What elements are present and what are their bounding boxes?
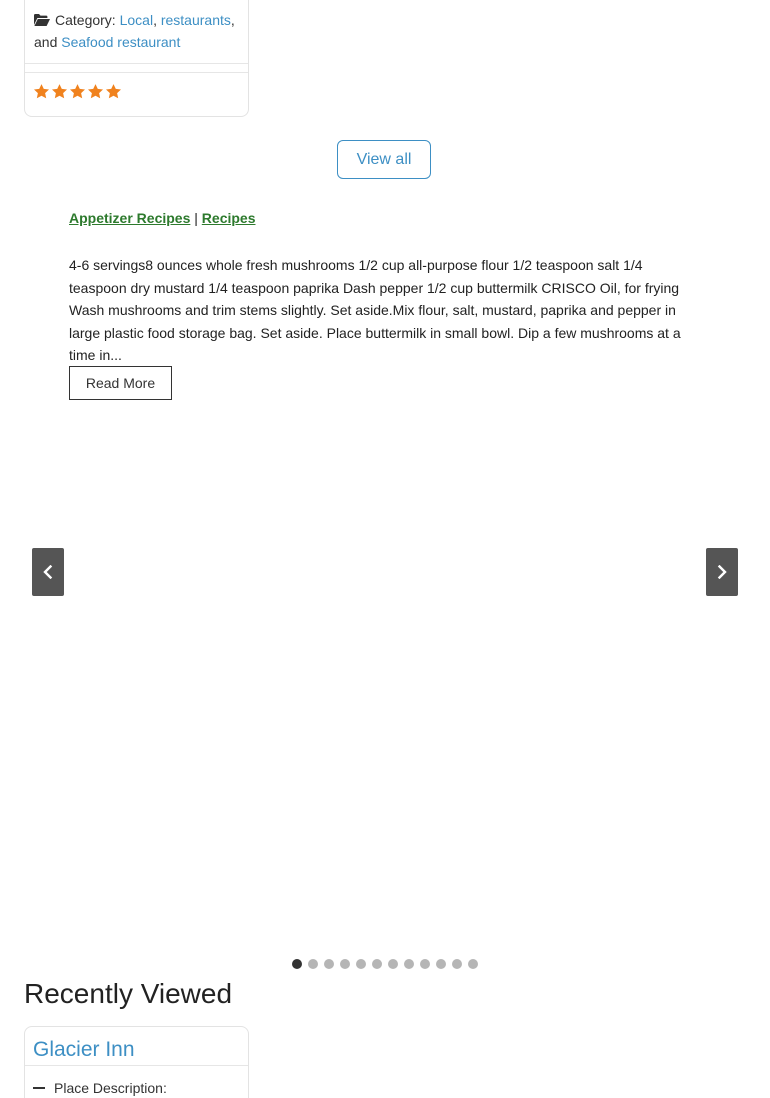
recipe-category-recipes[interactable]: Recipes <box>201 210 256 226</box>
carousel-dot[interactable] <box>436 959 446 969</box>
recipe-categories <box>69 208 256 228</box>
listing-category <box>25 0 248 64</box>
carousel-dot[interactable] <box>388 959 398 969</box>
rating-stars <box>25 73 248 110</box>
recipe-category-appetizer[interactable]: Appetizer Recipes <box>69 210 191 226</box>
carousel-prev-button[interactable] <box>32 548 64 596</box>
carousel-dot[interactable] <box>452 959 462 969</box>
read-more-button[interactable]: Read More <box>69 366 172 400</box>
carousel-dot[interactable] <box>420 959 430 969</box>
carousel-dot[interactable] <box>324 959 334 969</box>
category-link-restaurants[interactable]: restaurants <box>160 12 231 28</box>
carousel-dot[interactable] <box>308 959 318 969</box>
category-link-seafood-restaurant[interactable]: Seafood restaurant <box>61 34 181 50</box>
recently-viewed-card <box>24 1026 249 1098</box>
minus-icon <box>33 1087 45 1089</box>
category-sep: , <box>230 12 235 28</box>
recipe-category-separator: | <box>194 210 198 226</box>
listing-card <box>24 0 249 117</box>
place-description-toggle[interactable] <box>25 1066 248 1098</box>
recently-viewed-item-name[interactable] <box>25 1027 248 1066</box>
folder-open-icon <box>34 14 50 26</box>
carousel-dot[interactable] <box>404 959 414 969</box>
carousel-dot[interactable] <box>468 959 478 969</box>
view-all-button[interactable]: View all <box>337 140 431 179</box>
carousel-dot[interactable] <box>292 959 302 969</box>
star-icon <box>33 83 50 100</box>
category-label: Category: <box>55 12 116 28</box>
category-sep: , <box>153 12 157 28</box>
star-icon <box>87 83 104 100</box>
place-description-label: Place Description: <box>54 1080 167 1096</box>
recently-viewed-title: Recently Viewed <box>24 978 233 1009</box>
star-icon <box>69 83 86 100</box>
carousel-dot[interactable] <box>340 959 350 969</box>
carousel-next-button[interactable] <box>706 548 738 596</box>
star-icon <box>105 83 122 100</box>
carousel-pagination <box>292 959 478 969</box>
star-icon <box>51 83 68 100</box>
carousel-dot[interactable] <box>372 959 382 969</box>
category-link-local[interactable]: Local <box>119 12 154 28</box>
category-and: and <box>34 34 58 50</box>
place-name-link[interactable]: Glacier Inn <box>33 1038 135 1061</box>
chevron-left-icon <box>42 565 54 579</box>
recipe-description: 4-6 servings8 ounces whole fresh mushrooms 1/2 cup all-purpose flour 1/2 teaspoon salt 1/4 teaspoon dry mustard 1/4 teaspoon paprika Dash pepper 1/2 cup buttermilk CRISCO Oil, for frying Wash mushrooms and trim stems slightly. Set aside.Mix flour, salt, mustard, paprika and pepper in large plastic food storage bag. Set aside. Place buttermilk in small bowl. Dip a few mushrooms at a time in... <box>69 257 681 363</box>
carousel-dot[interactable] <box>356 959 366 969</box>
card-divider <box>25 64 248 73</box>
chevron-right-icon <box>716 565 728 579</box>
